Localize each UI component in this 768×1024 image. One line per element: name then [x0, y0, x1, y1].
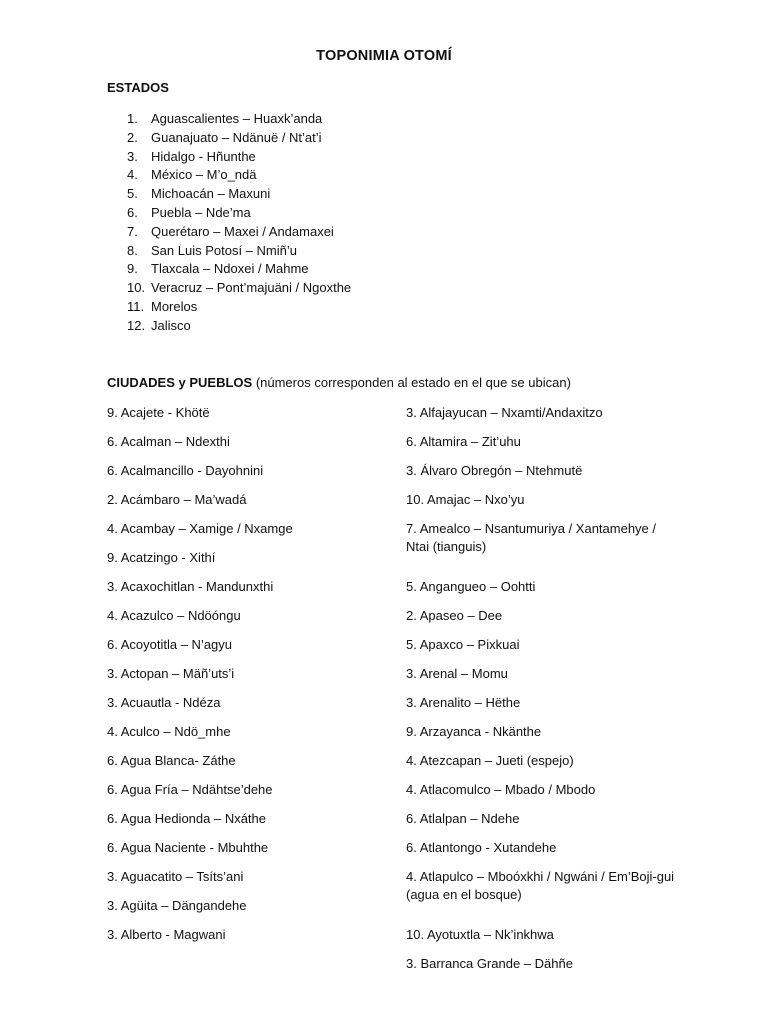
list-item: 3. Barranca Grande – Dähñe	[406, 956, 573, 971]
list-item: 5. Apaxco – Pixkuai	[406, 637, 520, 652]
list-item: 10. Veracruz – Pont’majuäni / Ngoxthe	[127, 280, 352, 296]
list-item: 6. Agua Naciente - Mbuhthe	[107, 840, 269, 855]
list-item: 4. Acambay – Xamige / Nxamge	[107, 521, 293, 536]
list-item: 9. Acatzingo - Xithí	[107, 550, 216, 565]
estados-list	[127, 110, 351, 336]
list-item: 6. Agua Fría – Ndähtse’dehe	[107, 782, 273, 797]
list-item: 3. Alfajayucan – Nxamti/Andaxitzo	[406, 405, 603, 420]
list-item: 6. Agua Blanca- Záthe	[107, 753, 236, 768]
ciudades-heading-label: CIUDADES y PUEBLOS	[107, 375, 253, 390]
list-item: 6. Acalmancillo - Dayohnini	[107, 463, 264, 478]
list-item: 6. Acoyotitla – N’agyu	[107, 637, 233, 652]
list-item: 3. Acaxochitlan - Mandunxthi	[107, 579, 274, 594]
list-item: 9. Arzayanca - Nkänthe	[406, 724, 542, 739]
list-item: 6. Agua Hedionda – Nxáthe	[107, 811, 267, 826]
page-title: TOPONIMIA OTOMÍ	[316, 48, 452, 64]
list-item: 6. Atlantongo - Xutandehe	[406, 840, 557, 855]
ciudades-heading	[107, 375, 571, 390]
list-item: 1. Aguascalientes – Huaxk’anda	[127, 111, 323, 126]
ciudades-right-column	[406, 404, 676, 984]
list-item: 3. Arenalito – Hëthe	[406, 695, 521, 710]
list-item: 4. Acazulco – Ndöóngu	[107, 608, 241, 623]
list-item: 4. Atlacomulco – Mbado / Mbodo	[406, 782, 596, 797]
list-item: 3. Actopan – Mäñ’uts’i	[107, 666, 235, 681]
list-item: 4. México – M’o_ndä	[127, 167, 257, 183]
list-item: 7. Querétaro – Maxei / Andamaxei	[127, 223, 334, 239]
list-item: 6. Acalman – Ndexthi	[107, 434, 230, 449]
list-item: 4. Aculco – Ndö_mhe	[107, 724, 231, 739]
list-item: 2. Apaseo – Dee	[406, 608, 503, 623]
list-item: 9. Acajete - Khötë	[107, 405, 210, 420]
list-item: 9. Tlaxcala – Ndoxei / Mahme	[127, 261, 309, 277]
list-item: 11. Morelos	[127, 298, 198, 314]
list-item: 3. Hidalgo - Hñunthe	[127, 148, 256, 164]
list-item: 5. Angangueo – Oohtti	[406, 579, 536, 594]
list-item: 3. Acuautla - Ndéza	[107, 695, 221, 710]
list-item: 12. Jalisco	[127, 317, 191, 333]
ciudades-left-column	[107, 404, 377, 955]
list-item: 3. Arenal – Momu	[406, 666, 508, 681]
list-item: 8. San Luis Potosí – Nmiñ’u	[127, 242, 297, 258]
list-item: 3. Alberto - Magwani	[107, 927, 226, 942]
list-item: 4. Atezcapan – Jueti (espejo)	[406, 753, 574, 768]
list-item: 3. Agüita – Dängandehe	[107, 898, 247, 913]
list-item: 6. Puebla – Nde’ma	[127, 204, 251, 220]
list-item: 10. Amajac – Nxo’yu	[406, 492, 525, 507]
list-item: 6. Altamira – Zit’uhu	[406, 434, 521, 449]
list-item: 2. Guanajuato – Ndänuë / Nt’at’i	[127, 129, 322, 145]
list-item: 5. Michoacán – Maxuni	[127, 186, 271, 202]
list-item: 4. Atlapulco – Mboóxkhi / Ngwáni / Em’Boji-gui (agua en el bosque)	[406, 869, 675, 902]
ciudades-heading-note: (números corresponden al estado en el que se ubican)	[252, 375, 571, 390]
list-item: 3. Aguacatito – Tsíts’ani	[107, 869, 244, 884]
list-item: 7. Amealco – Nsantumuriya / Xantamehye / Ntai (tianguis)	[406, 521, 657, 554]
list-item: 6. Atlalpan – Ndehe	[406, 811, 520, 826]
list-item: 3. Álvaro Obregón – Ntehmutë	[406, 463, 583, 478]
list-item: 2. Acámbaro – Ma’wadá	[107, 492, 247, 507]
list-item: 10. Ayotuxtla – Nk’inkhwa	[406, 927, 554, 942]
estados-heading: ESTADOS	[107, 80, 169, 95]
